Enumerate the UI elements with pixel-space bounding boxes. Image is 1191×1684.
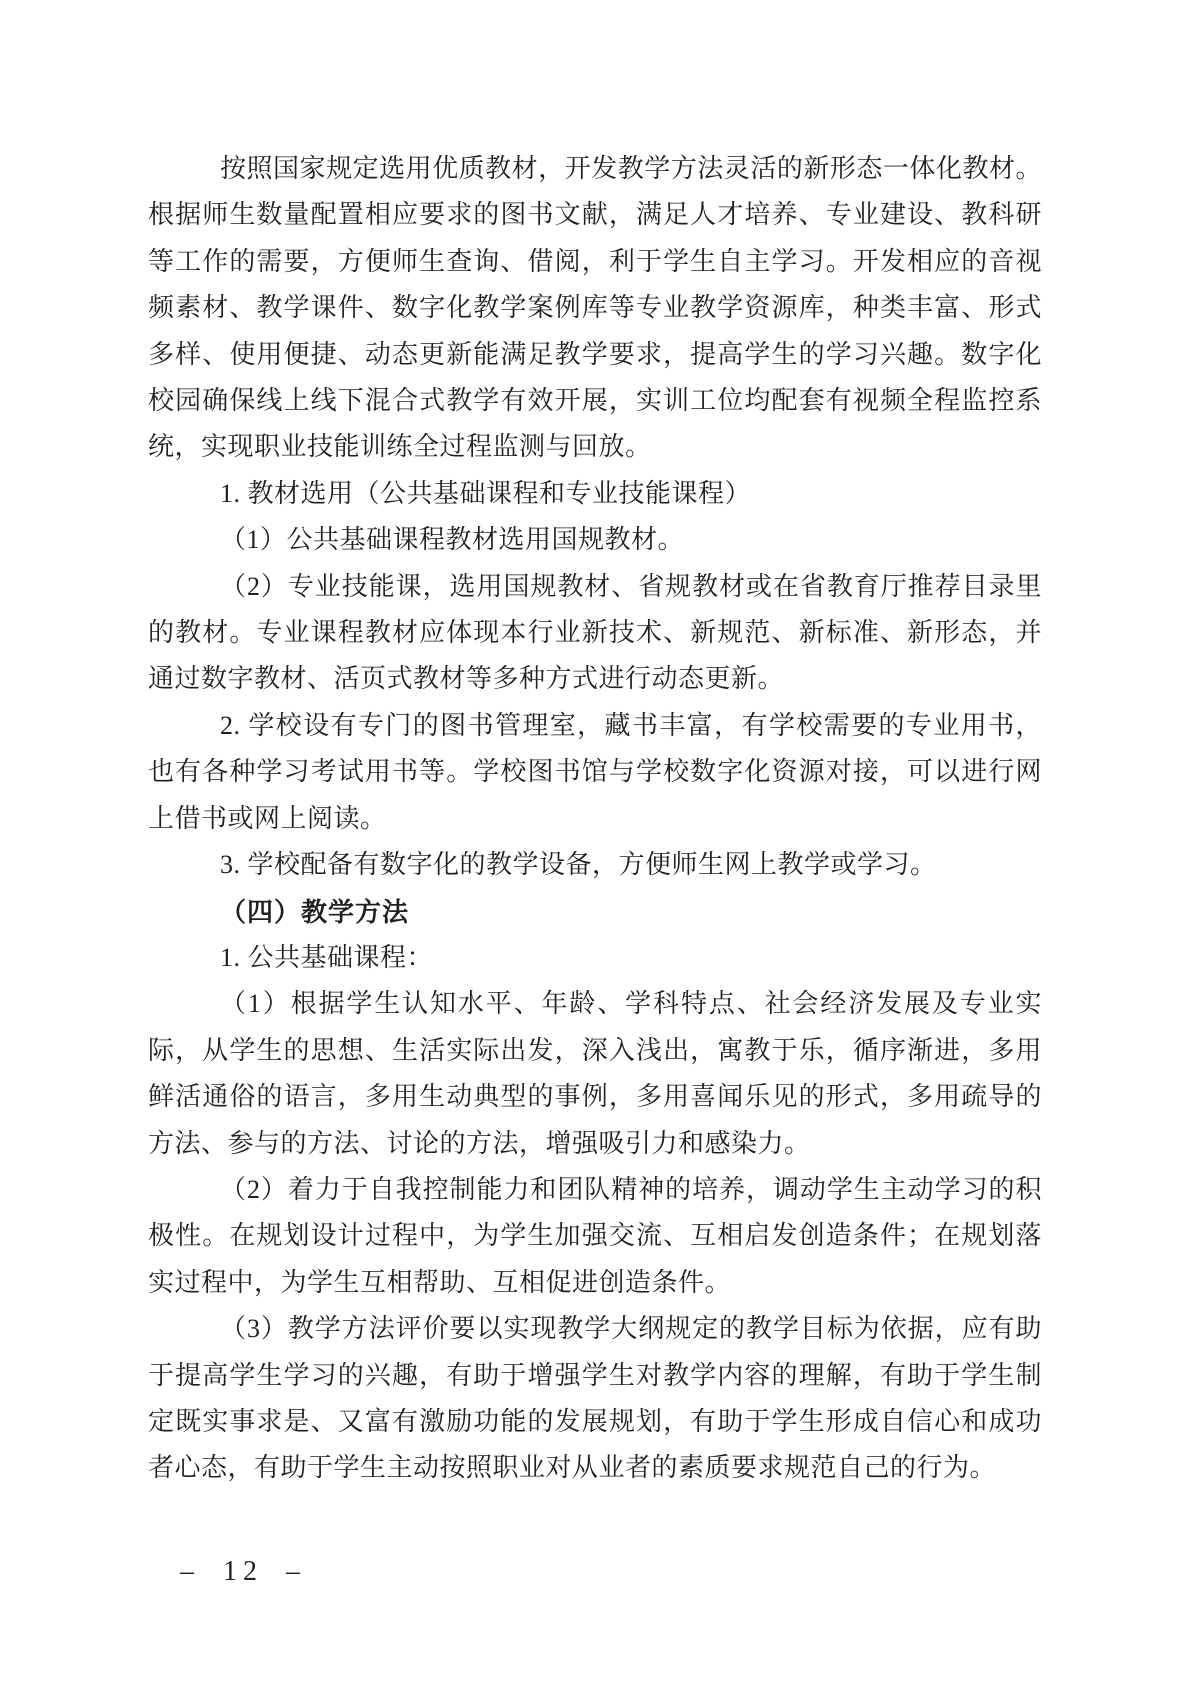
item-school-library: 2. 学校设有专门的图书管理室，藏书丰富，有学校需要的专业用书，也有各种学习考试用书等。学校图书馆与学校数字化资源对接，可以进行网上借书或网上阅读。 [148, 710, 1042, 833]
subitem-professional-skills-textbooks: （2）专业技能课，选用国规教材、省规教材或在省教育厅推荐目录里的教材。专业课程教材应体现本行业新技术、新规范、新标准、新形态，并通过数字教材、活页式教材等多种方式进行动态更新。 [148, 571, 1042, 694]
paragraph-textbook-development: 按照国家规定选用优质教材，开发教学方法灵活的新形态一体化教材。根据师生数量配置相应要求的图书文献，满足人才培养、专业建设、教科研等工作的需要，方便师生查询、借阅，利于学生自主学习。开发相应的音视频素材、教学课件、数字化教学案例库等专业教学资源库，种类丰富、形式多样、使用便捷、动态更新能满足教学要求，提高学生的学习兴趣。数字化校园确保线上线下混合式教学有效开展，实训工位均配套有视频全程监控系统，实现职业技能训练全过程监测与回放。 [148, 154, 1042, 462]
page-number: – 12 – [180, 1556, 306, 1587]
item-public-basic-courses: 1. 公共基础课程： [220, 942, 434, 972]
subitem-public-basic-textbooks: （1）公共基础课程教材选用国规教材。 [220, 525, 685, 555]
subitem-teaching-language-methods: （1）根据学生认知水平、年龄、学科特点、社会经济发展及专业实际，从学生的思想、生活实际出发，深入浅出，寓教于乐，循序渐进，多用鲜活通俗的语言，多用生动典型的事例，多用喜闻乐见的形式，多用疏导的方法、参与的方法、讨论的方法，增强吸引力和感染力。 [148, 989, 1042, 1158]
document-body [148, 146, 1042, 1492]
section-heading-teaching-methods: （四）教学方法 [220, 896, 410, 927]
subitem-self-control-teamwork: （2）着力于自我控制能力和团队精神的培养，调动学生主动学习的积极性。在规划设计过程中，为学生加强交流、互相启发创造条件；在规划落实过程中，为学生互相帮助、互相促进创造条件。 [148, 1174, 1042, 1297]
item-textbook-selection: 1. 教材选用（公共基础课程和专业技能课程） [220, 478, 752, 508]
subitem-teaching-method-evaluation: （3）教学方法评价要以实现教学大纲规定的教学目标为依据，应有助于提高学生学习的兴趣，有助于增强学生对教学内容的理解，有助于学生制定既实事求是、又富有激励功能的发展规划，有助于学生形成自信心和成功者心态，有助于学生主动按照职业对从业者的素质要求规范自己的行为。 [148, 1314, 1042, 1483]
item-digital-teaching-equipment: 3. 学校配备有数字化的教学设备，方便师生网上教学或学习。 [220, 850, 937, 880]
